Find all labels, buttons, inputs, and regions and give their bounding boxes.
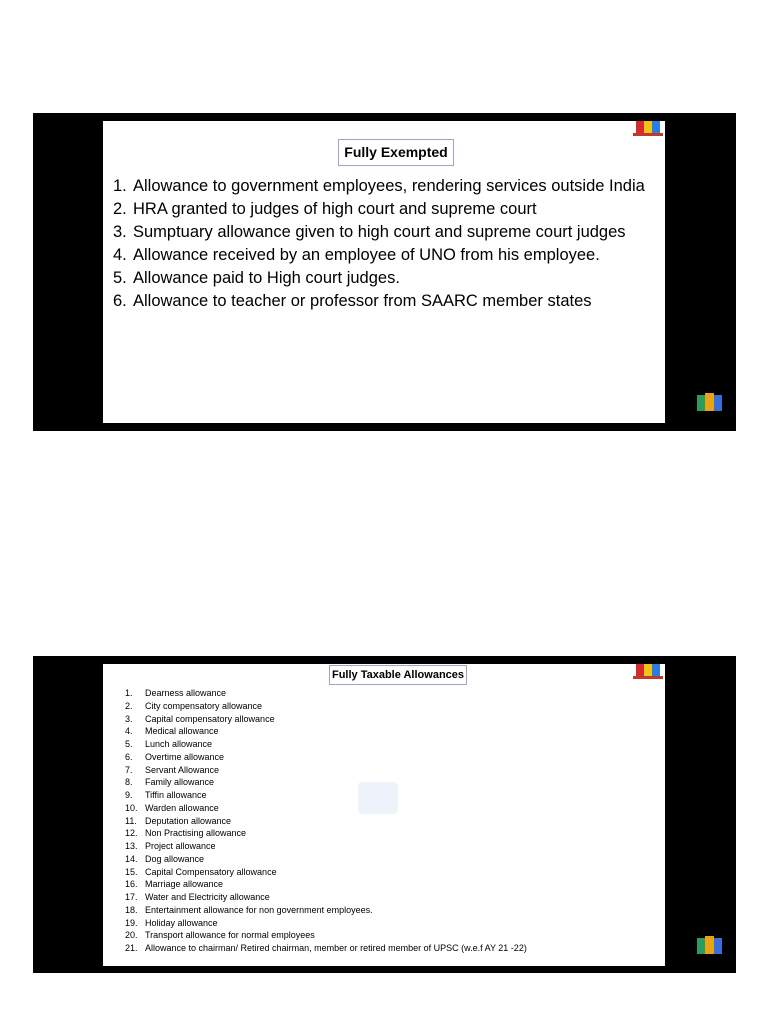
- item-number: 11.: [125, 815, 137, 826]
- book-logo-icon: [697, 393, 723, 413]
- list-item: [125, 891, 661, 904]
- item-text: Dog allowance: [145, 853, 205, 864]
- list-item: [125, 751, 661, 764]
- item-number: 17.: [125, 892, 138, 902]
- item-number: 9.: [125, 790, 133, 800]
- item-number: 2.: [125, 700, 133, 711]
- item-number: 20.: [125, 930, 138, 941]
- list-item: [125, 764, 661, 777]
- item-text: Capital Compensatory allowance: [145, 866, 277, 877]
- item-number: 1.: [125, 688, 133, 698]
- list-item: [125, 700, 661, 713]
- item-text: Holiday allowance: [145, 917, 218, 928]
- item-text: Non Practising allowance: [145, 828, 247, 839]
- item-text: HRA granted to judges of high court and supreme court: [133, 200, 537, 218]
- item-number: 8.: [125, 777, 133, 788]
- item-text: Allowance to chairman/ Retired chairman, member or retired member of UPSC (w.e.f AY 21 -22): [145, 943, 527, 953]
- item-number: 4.: [113, 246, 127, 264]
- video-frame-2: [33, 656, 736, 973]
- list-item: [113, 244, 661, 267]
- item-number: 12.: [125, 828, 138, 839]
- exempted-list: [113, 175, 661, 313]
- list-item: [113, 198, 661, 221]
- item-number: 14.: [125, 853, 138, 864]
- item-text: Family allowance: [145, 777, 215, 788]
- slide-title: Fully Exempted: [338, 139, 454, 166]
- item-number: 4.: [125, 726, 133, 737]
- item-text: Marriage allowance: [145, 879, 224, 890]
- item-number: 1.: [113, 177, 127, 195]
- book-logo-icon: [697, 936, 723, 956]
- list-item: [125, 929, 661, 942]
- item-number: 6.: [113, 292, 127, 310]
- item-number: 3.: [113, 223, 127, 241]
- list-item: [125, 827, 661, 840]
- list-item: [125, 942, 661, 955]
- item-number: 10.: [125, 802, 138, 813]
- list-item: [125, 776, 661, 789]
- list-item: [125, 713, 661, 726]
- list-item: [125, 738, 661, 751]
- item-text: Servant Allowance: [145, 764, 220, 775]
- book-logo-icon: [633, 121, 663, 137]
- slide-title: Fully Taxable Allowances: [329, 665, 467, 685]
- item-text: Water and Electricity allowance: [145, 892, 270, 902]
- list-item: [125, 878, 661, 891]
- item-number: 3.: [125, 713, 133, 724]
- item-text: Allowance to teacher or professor from SAARC member states: [133, 292, 592, 310]
- item-number: 6.: [125, 751, 133, 762]
- list-item: [125, 917, 661, 930]
- list-item: [125, 866, 661, 879]
- video-frame-1: [33, 113, 736, 431]
- taxable-list: [125, 687, 661, 955]
- item-text: Entertainment allowance for non government employees.: [145, 904, 373, 915]
- item-number: 5.: [113, 269, 127, 287]
- item-number: 16.: [125, 879, 138, 890]
- item-number: 18.: [125, 904, 138, 915]
- item-text: Allowance received by an employee of UNO from his employee.: [133, 246, 600, 264]
- list-item: [125, 725, 661, 738]
- list-item: [113, 175, 661, 198]
- list-item: [125, 815, 661, 828]
- item-text: Transport allowance for normal employees: [145, 930, 315, 941]
- item-text: Capital compensatory allowance: [145, 713, 275, 724]
- item-number: 19.: [125, 917, 138, 928]
- item-number: 13.: [125, 841, 138, 851]
- item-text: Allowance paid to High court judges.: [133, 269, 400, 287]
- list-item: [125, 840, 661, 853]
- item-text: Warden allowance: [145, 802, 219, 813]
- item-text: Project allowance: [145, 841, 216, 851]
- list-item: [125, 789, 661, 802]
- item-text: Lunch allowance: [145, 739, 213, 749]
- list-item: [113, 267, 661, 290]
- list-item: [125, 687, 661, 700]
- slide-fully-exempted: [103, 121, 665, 423]
- book-logo-icon: [633, 664, 663, 680]
- list-item: [125, 802, 661, 815]
- item-text: Dearness allowance: [145, 688, 227, 698]
- item-number: 15.: [125, 866, 138, 877]
- item-text: Allowance to government employees, rendering services outside India: [133, 177, 645, 195]
- item-text: City compensatory allowance: [145, 700, 263, 711]
- item-number: 21.: [125, 943, 138, 953]
- item-number: 7.: [125, 764, 133, 775]
- list-item: [113, 221, 661, 244]
- item-number: 2.: [113, 200, 127, 218]
- list-item: [125, 853, 661, 866]
- item-text: Tiffin allowance: [145, 790, 207, 800]
- item-text: Sumptuary allowance given to high court and supreme court judges: [133, 223, 626, 241]
- item-text: Medical allowance: [145, 726, 219, 737]
- list-item: [125, 904, 661, 917]
- item-text: Overtime allowance: [145, 751, 225, 762]
- slide-fully-taxable: [103, 664, 665, 966]
- item-number: 5.: [125, 739, 133, 749]
- list-item: [113, 290, 661, 313]
- item-text: Deputation allowance: [145, 815, 232, 826]
